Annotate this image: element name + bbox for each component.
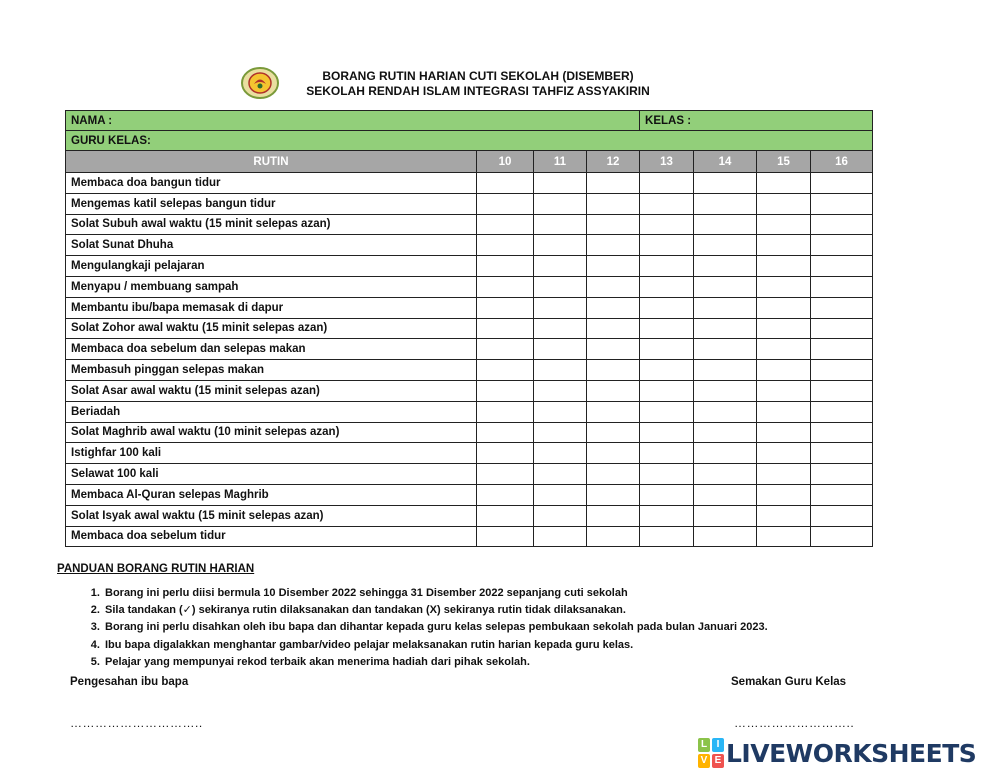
day-header: 14: [694, 151, 757, 173]
check-cell[interactable]: [477, 464, 534, 485]
guide-item: 4. Ibu bapa digalakkan menghantar gambar/video pelajar melaksanakan rutin harian kepada guru kelas.: [103, 637, 1000, 654]
check-cell[interactable]: [694, 193, 757, 214]
check-cell[interactable]: [587, 505, 640, 526]
check-cell[interactable]: [694, 443, 757, 464]
form-title: [280, 69, 676, 99]
check-cell[interactable]: [694, 173, 757, 194]
check-cell[interactable]: [640, 526, 694, 547]
check-cell[interactable]: [587, 214, 640, 235]
check-cell[interactable]: [587, 173, 640, 194]
check-cell[interactable]: [811, 173, 873, 194]
check-cell[interactable]: [811, 297, 873, 318]
check-cell[interactable]: [694, 297, 757, 318]
routine-row: [66, 214, 873, 235]
routine-row: [66, 318, 873, 339]
check-cell[interactable]: [640, 401, 694, 422]
routine-label: Solat Subuh awal waktu (15 minit selepas azan): [66, 214, 477, 235]
check-cell[interactable]: [477, 360, 534, 381]
check-cell[interactable]: [757, 318, 811, 339]
check-cell[interactable]: [477, 193, 534, 214]
routine-label: Membaca doa sebelum dan selepas makan: [66, 339, 477, 360]
routine-row: [66, 297, 873, 318]
check-cell[interactable]: [587, 380, 640, 401]
routine-label: Solat Isyak awal waktu (15 minit selepas azan): [66, 505, 477, 526]
check-cell[interactable]: [640, 235, 694, 256]
day-header: 15: [757, 151, 811, 173]
check-cell[interactable]: [534, 276, 587, 297]
check-cell[interactable]: [694, 401, 757, 422]
check-cell[interactable]: [811, 422, 873, 443]
class-field[interactable]: KELAS :: [640, 111, 873, 131]
day-header: 12: [587, 151, 640, 173]
check-cell[interactable]: [757, 464, 811, 485]
check-cell[interactable]: [477, 526, 534, 547]
check-cell[interactable]: [534, 318, 587, 339]
day-header: 16: [811, 151, 873, 173]
check-cell[interactable]: [477, 380, 534, 401]
check-cell[interactable]: [757, 505, 811, 526]
routine-row: [66, 173, 873, 194]
routine-label: Membantu ibu/bapa memasak di dapur: [66, 297, 477, 318]
check-cell[interactable]: [534, 526, 587, 547]
teacher-signature-label: Semakan Guru Kelas: [731, 676, 847, 688]
check-cell[interactable]: [811, 339, 873, 360]
guide-item: 2. Sila tandakan (✓) sekiranya rutin dilaksanakan dan tandakan (X) sekiranya rutin tidak dilaksanakan.: [103, 602, 1000, 619]
check-cell[interactable]: [534, 235, 587, 256]
routine-row: [66, 276, 873, 297]
routine-row: [66, 339, 873, 360]
check-cell[interactable]: [640, 505, 694, 526]
check-cell[interactable]: [534, 505, 587, 526]
check-cell[interactable]: [587, 484, 640, 505]
routine-label: Membasuh pinggan selepas makan: [66, 360, 477, 381]
check-cell[interactable]: [640, 443, 694, 464]
check-cell[interactable]: [587, 318, 640, 339]
guide-item: 3. Borang ini perlu disahkan oleh ibu bapa dan dihantar kepada guru kelas selepas pembukaan sekolah pada bulan Januari 2023.: [103, 619, 1000, 636]
check-cell[interactable]: [757, 339, 811, 360]
routine-label: Mengulangkaji pelajaran: [66, 256, 477, 277]
routine-table: [65, 110, 873, 547]
parent-signature-line[interactable]: …………………………..: [70, 716, 203, 730]
check-cell[interactable]: [534, 464, 587, 485]
teacher-field[interactable]: GURU KELAS:: [66, 131, 873, 151]
check-cell[interactable]: [477, 443, 534, 464]
check-cell[interactable]: [534, 193, 587, 214]
check-cell[interactable]: [757, 276, 811, 297]
check-cell[interactable]: [587, 360, 640, 381]
check-cell[interactable]: [694, 276, 757, 297]
check-cell[interactable]: [640, 380, 694, 401]
check-cell[interactable]: [811, 235, 873, 256]
check-cell[interactable]: [811, 256, 873, 277]
check-cell[interactable]: [640, 360, 694, 381]
title-line-2: SEKOLAH RENDAH ISLAM INTEGRASI TAHFIZ ASSYAKIRIN: [306, 84, 650, 98]
check-cell[interactable]: [694, 380, 757, 401]
check-cell[interactable]: [757, 297, 811, 318]
routine-row: [66, 193, 873, 214]
routine-row: [66, 401, 873, 422]
check-cell[interactable]: [757, 256, 811, 277]
check-cell[interactable]: [694, 339, 757, 360]
check-cell[interactable]: [640, 297, 694, 318]
check-cell[interactable]: [757, 380, 811, 401]
title-line-1: BORANG RUTIN HARIAN CUTI SEKOLAH (DISEMBER): [322, 69, 634, 83]
guide-item: 1. Borang ini perlu diisi bermula 10 Disember 2022 sehingga 31 Disember 2022 sepanjang cuti sekolah: [103, 585, 1000, 602]
check-cell[interactable]: [640, 193, 694, 214]
routine-label: Membaca doa sebelum tidur: [66, 526, 477, 547]
check-cell[interactable]: [694, 360, 757, 381]
liveworksheets-logo-icon: [698, 738, 724, 768]
routine-label: Solat Asar awal waktu (15 minit selepas azan): [66, 380, 477, 401]
check-cell[interactable]: [587, 526, 640, 547]
routine-header: RUTIN: [66, 151, 477, 173]
check-cell[interactable]: [587, 339, 640, 360]
check-cell[interactable]: [811, 526, 873, 547]
check-cell[interactable]: [757, 526, 811, 547]
check-cell[interactable]: [640, 173, 694, 194]
check-cell[interactable]: [757, 173, 811, 194]
check-cell[interactable]: [811, 505, 873, 526]
check-cell[interactable]: [587, 443, 640, 464]
liveworksheets-text: LIVEWORKSHEETS: [726, 738, 977, 768]
check-cell[interactable]: [811, 380, 873, 401]
check-cell[interactable]: [534, 214, 587, 235]
check-cell[interactable]: [587, 401, 640, 422]
check-cell[interactable]: [694, 422, 757, 443]
check-cell[interactable]: [694, 214, 757, 235]
routine-label: Mengemas katil selepas bangun tidur: [66, 193, 477, 214]
check-cell[interactable]: [534, 380, 587, 401]
routine-label: Menyapu / membuang sampah: [66, 276, 477, 297]
check-cell[interactable]: [587, 464, 640, 485]
check-cell[interactable]: [811, 401, 873, 422]
guide-list: [65, 585, 1000, 671]
logo-letter: I: [712, 738, 724, 752]
check-cell[interactable]: [640, 256, 694, 277]
routine-label: Solat Sunat Dhuha: [66, 235, 477, 256]
check-cell[interactable]: [534, 443, 587, 464]
check-cell[interactable]: [694, 318, 757, 339]
routine-row: [66, 526, 873, 547]
check-cell[interactable]: [694, 505, 757, 526]
check-cell[interactable]: [477, 505, 534, 526]
check-cell[interactable]: [811, 193, 873, 214]
check-cell[interactable]: [534, 401, 587, 422]
check-cell[interactable]: [757, 360, 811, 381]
check-cell[interactable]: [534, 484, 587, 505]
check-cell[interactable]: [477, 318, 534, 339]
check-cell[interactable]: [757, 193, 811, 214]
check-cell[interactable]: [640, 276, 694, 297]
guide-title: PANDUAN BORANG RUTIN HARIAN: [57, 563, 255, 575]
check-cell[interactable]: [640, 339, 694, 360]
check-cell[interactable]: [694, 484, 757, 505]
check-cell[interactable]: [694, 235, 757, 256]
check-cell[interactable]: [757, 401, 811, 422]
check-cell[interactable]: [811, 318, 873, 339]
routine-rows: [66, 173, 873, 547]
liveworksheets-watermark: [698, 736, 976, 770]
check-cell[interactable]: [477, 422, 534, 443]
logo-letter: L: [698, 738, 710, 752]
routine-row: [66, 422, 873, 443]
routine-label: Solat Maghrib awal waktu (10 minit selepas azan): [66, 422, 477, 443]
check-cell[interactable]: [811, 214, 873, 235]
check-cell[interactable]: [640, 464, 694, 485]
check-cell[interactable]: [477, 484, 534, 505]
routine-row: [66, 464, 873, 485]
routine-row: [66, 256, 873, 277]
logo-letter: V: [698, 754, 710, 768]
routine-label: Membaca Al-Quran selepas Maghrib: [66, 484, 477, 505]
check-cell[interactable]: [587, 256, 640, 277]
routine-row: [66, 505, 873, 526]
teacher-row: [66, 131, 873, 151]
check-cell[interactable]: [587, 422, 640, 443]
check-cell[interactable]: [757, 422, 811, 443]
routine-label: Selawat 100 kali: [66, 464, 477, 485]
check-cell[interactable]: [534, 297, 587, 318]
check-cell[interactable]: [694, 464, 757, 485]
check-cell[interactable]: [757, 214, 811, 235]
logo-letter: E: [712, 754, 724, 768]
check-cell[interactable]: [811, 484, 873, 505]
parent-signature-label: Pengesahan ibu bapa: [70, 676, 189, 688]
check-cell[interactable]: [477, 256, 534, 277]
check-cell[interactable]: [811, 464, 873, 485]
check-cell[interactable]: [811, 276, 873, 297]
check-cell[interactable]: [534, 173, 587, 194]
name-row: [66, 111, 873, 131]
routine-row: [66, 443, 873, 464]
check-cell[interactable]: [534, 422, 587, 443]
check-cell[interactable]: [640, 484, 694, 505]
check-cell[interactable]: [640, 214, 694, 235]
check-cell[interactable]: [477, 297, 534, 318]
check-cell[interactable]: [694, 256, 757, 277]
check-cell[interactable]: [477, 276, 534, 297]
day-header: 10: [477, 151, 534, 173]
day-header: 11: [534, 151, 587, 173]
routine-label: Beriadah: [66, 401, 477, 422]
name-field[interactable]: NAMA :: [66, 111, 640, 131]
check-cell[interactable]: [477, 339, 534, 360]
check-cell[interactable]: [811, 443, 873, 464]
routine-label: Membaca doa bangun tidur: [66, 173, 477, 194]
check-cell[interactable]: [811, 360, 873, 381]
check-cell[interactable]: [477, 173, 534, 194]
check-cell[interactable]: [640, 422, 694, 443]
guide-item: 5. Pelajar yang mempunyai rekod terbaik akan menerima hadiah dari pihak sekolah.: [103, 654, 1000, 671]
check-cell[interactable]: [534, 339, 587, 360]
routine-row: [66, 484, 873, 505]
routine-label: Istighfar 100 kali: [66, 443, 477, 464]
day-header: 13: [640, 151, 694, 173]
routine-row: [66, 235, 873, 256]
school-crest-icon: [240, 66, 280, 100]
check-cell[interactable]: [587, 235, 640, 256]
routine-row: [66, 380, 873, 401]
routine-row: [66, 360, 873, 381]
check-cell[interactable]: [587, 193, 640, 214]
teacher-signature-line[interactable]: ………………………..: [734, 716, 855, 730]
check-cell[interactable]: [477, 401, 534, 422]
check-cell[interactable]: [534, 256, 587, 277]
check-cell[interactable]: [757, 235, 811, 256]
check-cell[interactable]: [757, 443, 811, 464]
header-row: [66, 151, 873, 173]
check-cell[interactable]: [477, 214, 534, 235]
check-cell[interactable]: [694, 526, 757, 547]
check-cell[interactable]: [587, 276, 640, 297]
routine-label: Solat Zohor awal waktu (15 minit selepas azan): [66, 318, 477, 339]
check-cell[interactable]: [587, 297, 640, 318]
check-cell[interactable]: [757, 484, 811, 505]
check-cell[interactable]: [477, 235, 534, 256]
check-cell[interactable]: [534, 360, 587, 381]
check-cell[interactable]: [640, 318, 694, 339]
